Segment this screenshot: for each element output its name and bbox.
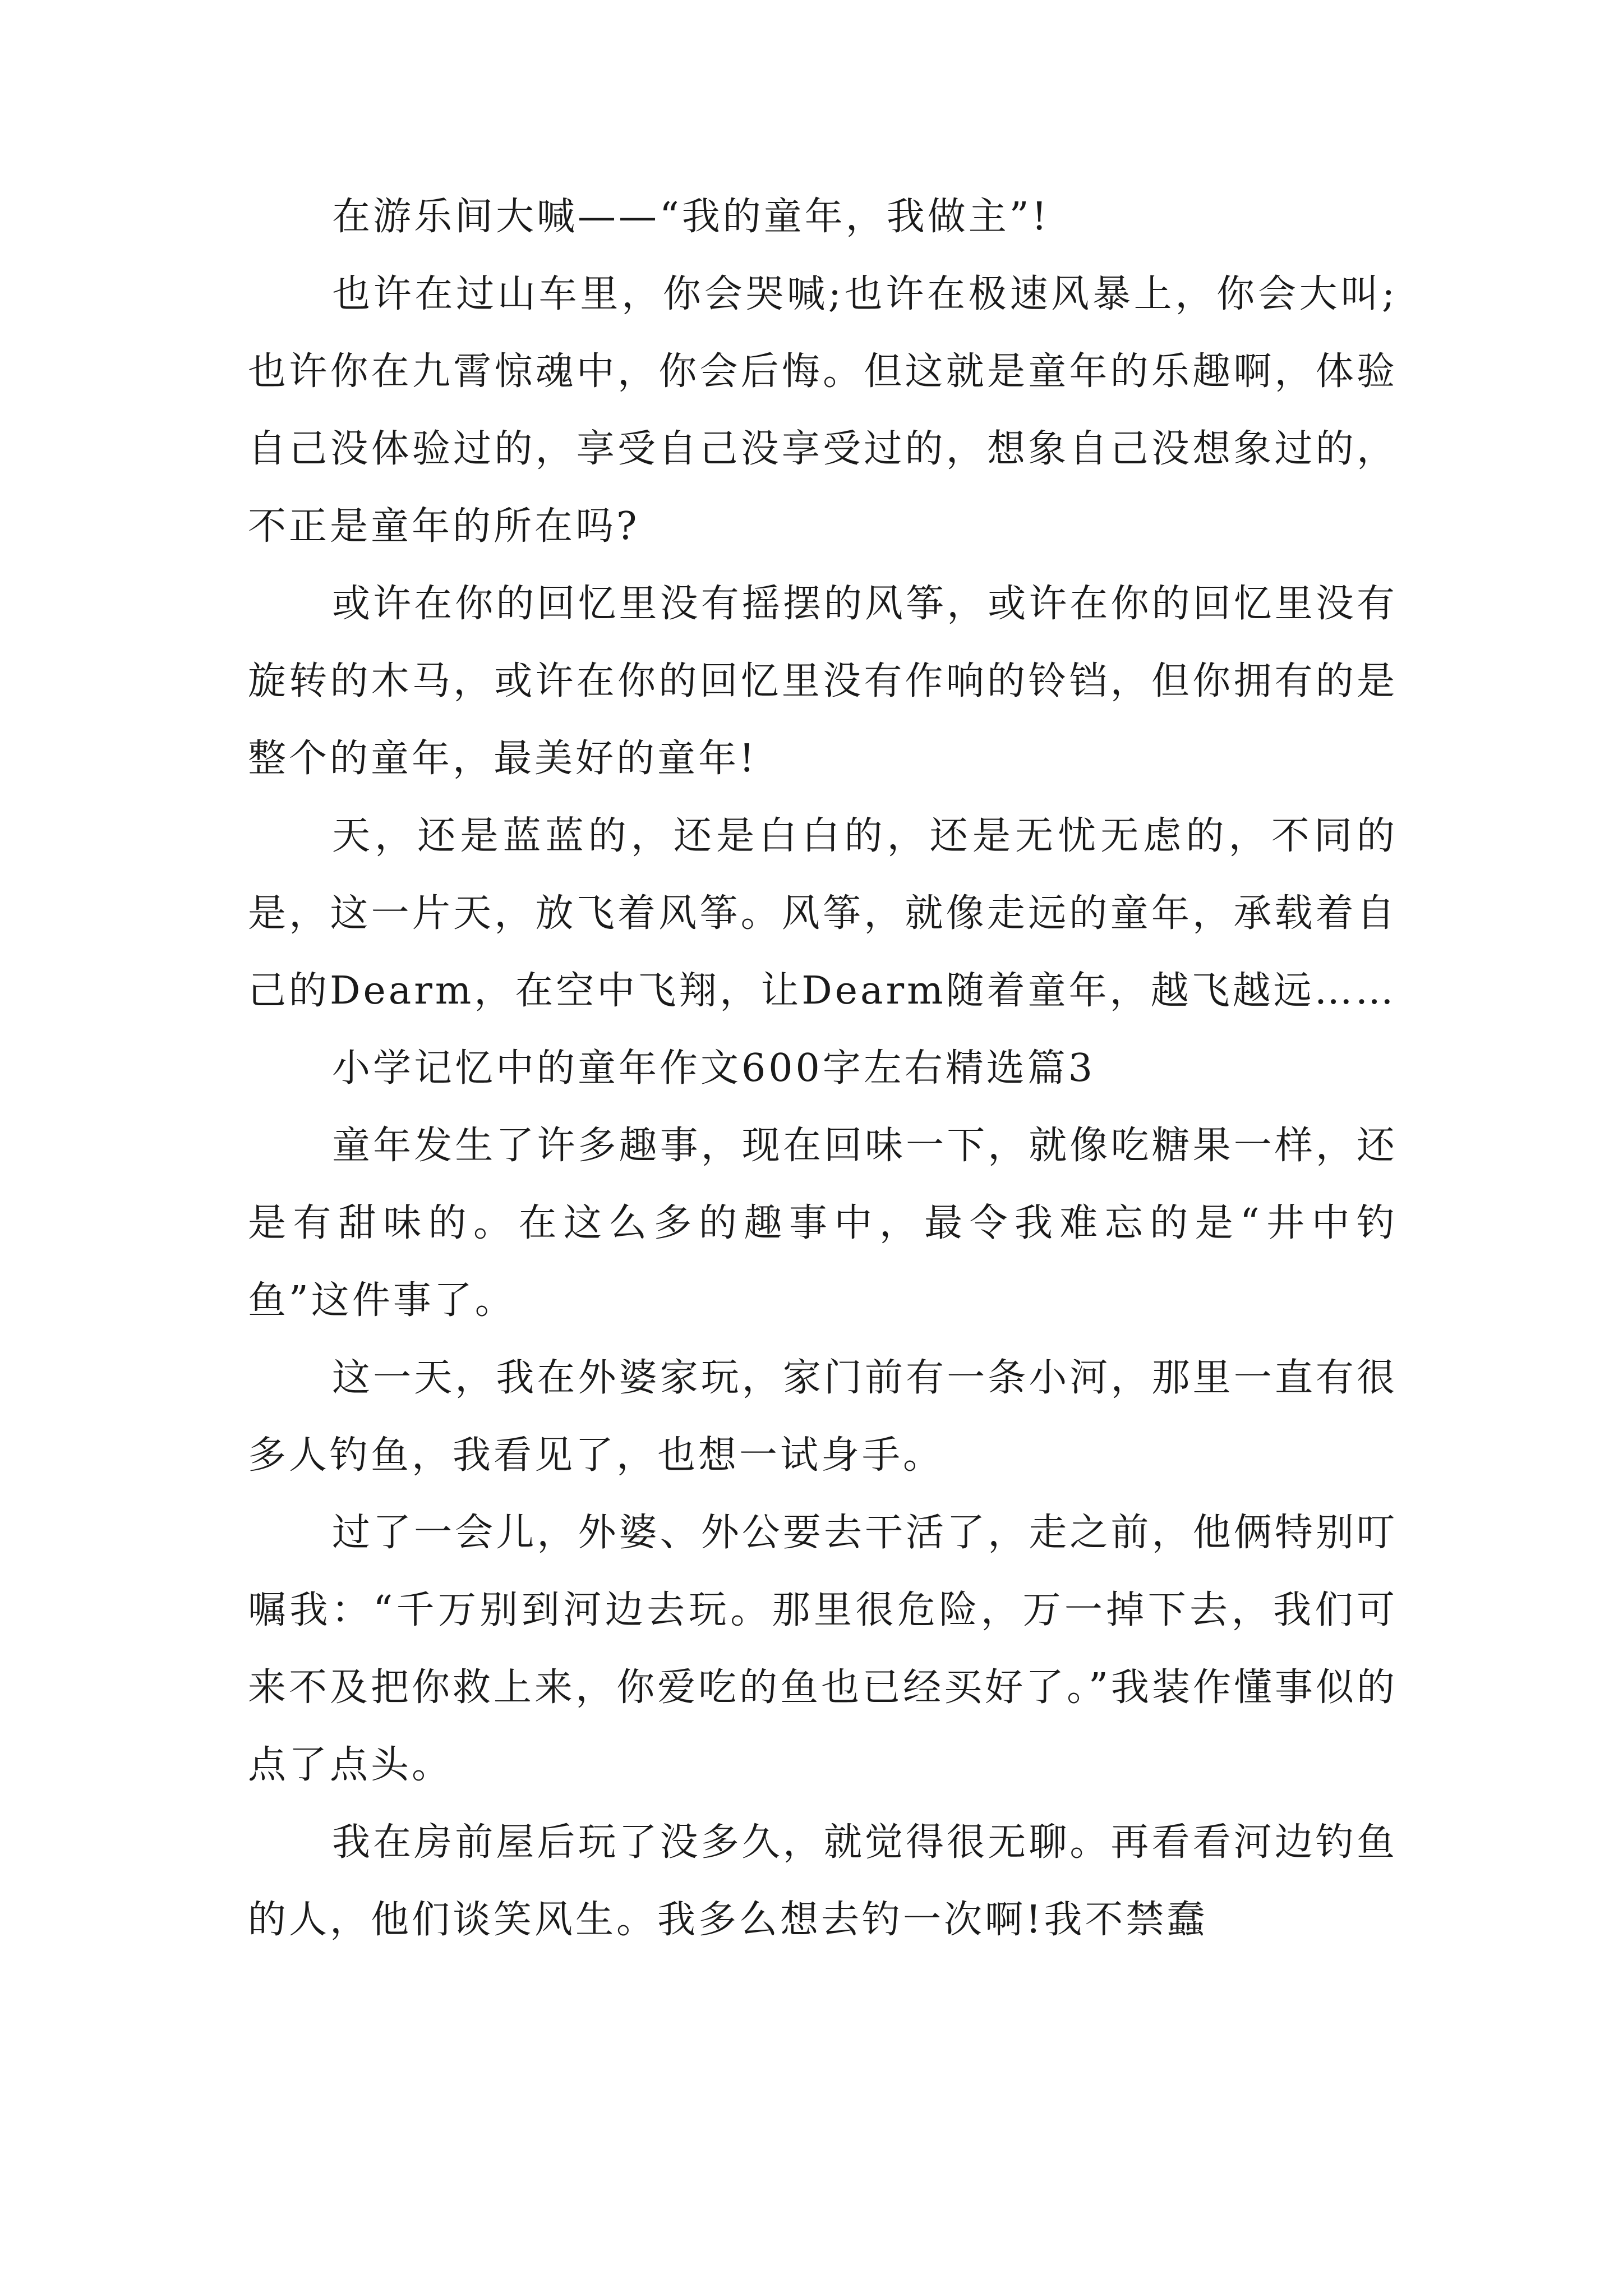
paragraph-1: 在游乐间大喊——“我的童年，我做主”! [332, 195, 1050, 239]
paragraph-5: 童年发生了许多趣事，现在回味一下，就像吃糖果一样，还是有甜味的。在这么多的趣事中，最令我难忘的是“井中钓鱼”这件事了。 [248, 1124, 1398, 1323]
paragraph-7: 过了一会儿，外婆、外公要去干活了，走之前，他俩特别叮嘱我：“千万别到河边去玩。那里很危险，万一掉下去，我们可来不及把你救上来，你爱吃的鱼也已经买好了。”我装作懂事似的点了点头。 [248, 1511, 1398, 1787]
section-heading: 小学记忆中的童年作文600字左右精选篇3 [332, 1046, 1096, 1091]
paragraph-3: 或许在你的回忆里没有摇摆的风筝，或许在你的回忆里没有旋转的木马，或许在你的回忆里没有作响的铃铛，但你拥有的是整个的童年，最美好的童年! [248, 582, 1398, 781]
paragraph-8: 我在房前屋后玩了没多久，就觉得很无聊。再看看河边钓鱼的人，他们谈笑风生。我多么想去钓一次啊!我不禁蠢 [248, 1820, 1398, 1942]
paragraph-6: 这一天，我在外婆家玩，家门前有一条小河，那里一直有很多人钓鱼，我看见了，也想一试身手。 [248, 1356, 1398, 1478]
paragraph-4: 天，还是蓝蓝的，还是白白的，还是无忧无虑的，不同的是，这一片天，放飞着风筝。风筝，就像走远的童年，承载着自己的Dearm，在空中飞翔，让Dearm随着童年，越飞越远…… [248, 814, 1398, 1013]
paragraph-2: 也许在过山车里，你会哭喊;也许在极速风暴上，你会大叫;也许你在九霄惊魂中，你会后悔。但这就是童年的乐趣啊，体验自己没体验过的，享受自己没享受过的，想象自己没想象过的，不正是童年的所在吗? [248, 272, 1398, 549]
document-body [248, 178, 1398, 1959]
